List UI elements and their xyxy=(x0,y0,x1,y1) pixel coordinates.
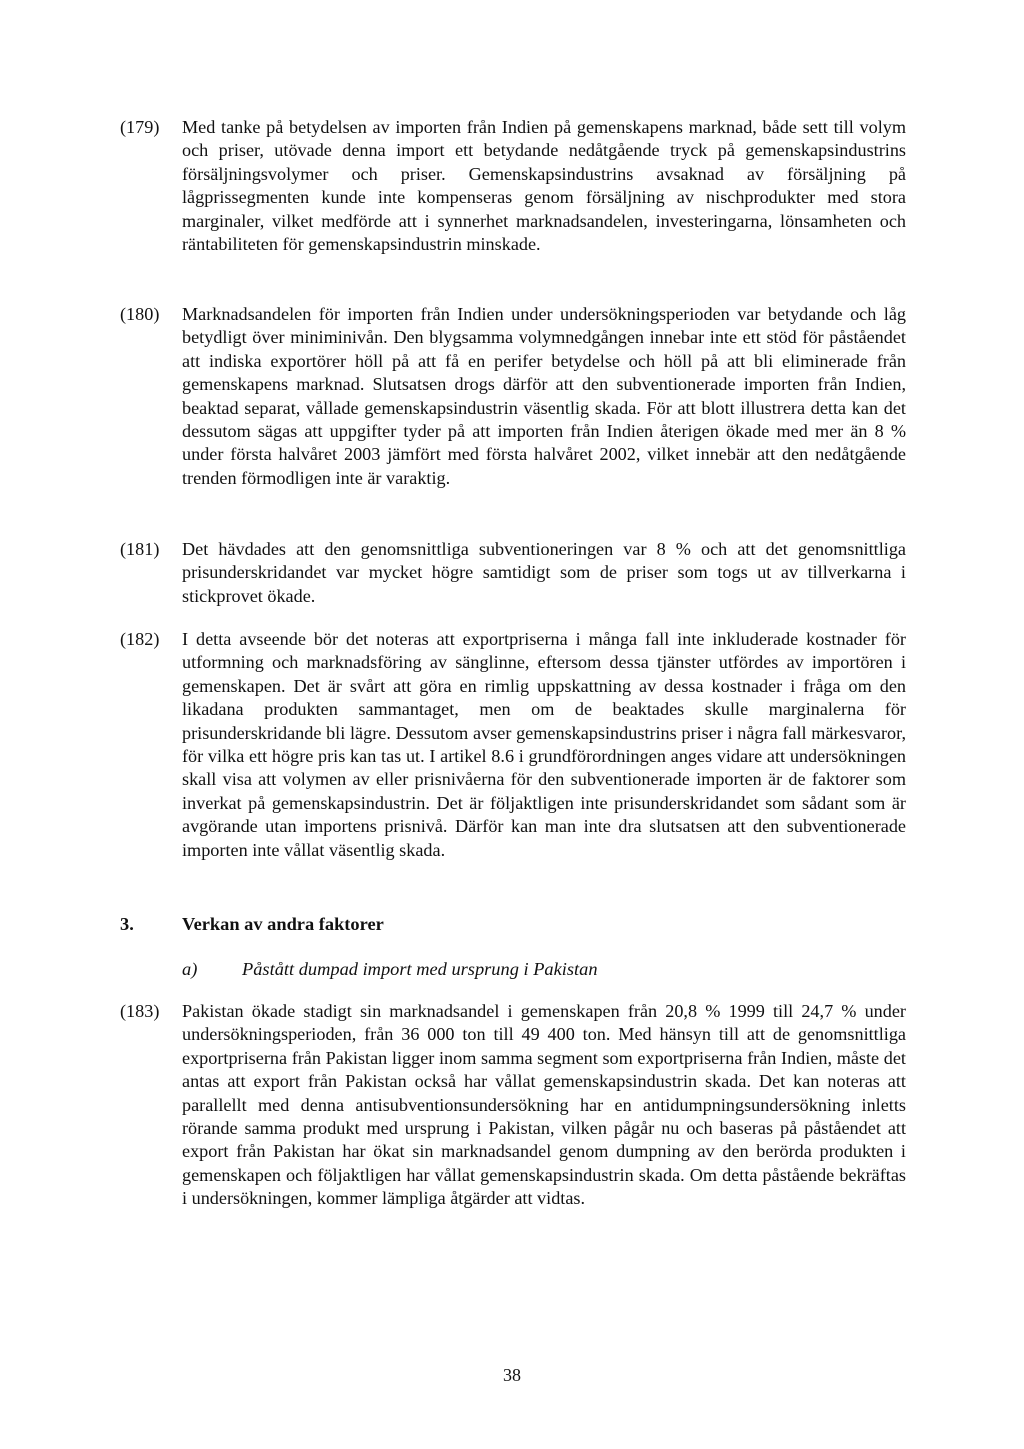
paragraph-number: (180) xyxy=(120,304,160,324)
paragraph-text: Pakistan ökade stadigt sin marknadsandel i gemenskapen från 20,8 % 1999 till 24,7 % under undersökningsperioden, från 36 000 ton till 49 400 ton. Med hänsyn till att de genomsnittliga exportpriserna från Pakistan ligger inom samma segment som exportpriserna från Indien, måste det antas att export från Pakistan också har vållat gemenskapsindustrin skada. Det kan noteras att parallellt med denna antisubventionsundersökning har en antidumpningsundersökning inletts rörande samma produkt med ursprung i Pakistan, vilken pågår nu och baseras på påståendet att export från Pakistan har ökat sin marknadsandel genom dumpning av den berörda produkten i gemenskapen och följaktligen har vållat gemenskapsindustrin skada. Om detta påstående bekräftas i undersökningen, kommer lämpliga åtgärder att vidtas. xyxy=(182,1001,906,1209)
paragraph-text: Det hävdades att den genomsnittliga subventioneringen var 8 % och att det genomsnittliga prisunderskridandet var mycket högre samtidigt som de priser som togs ut av tillverkarna i stickprovet ökade. xyxy=(182,539,906,606)
paragraph-number: (183) xyxy=(120,1001,160,1021)
paragraph-number: (179) xyxy=(120,117,160,137)
paragraph-181 xyxy=(120,538,906,608)
subsection-heading xyxy=(182,957,882,981)
paragraph-182 xyxy=(120,628,906,862)
paragraph-180 xyxy=(120,303,906,490)
page-number: 38 xyxy=(503,1365,521,1385)
section-number: 3. xyxy=(120,914,134,934)
section-title: Verkan av andra faktorer xyxy=(182,914,384,934)
paragraph-text: Med tanke på betydelsen av importen från Indien på gemenskapens marknad, både sett till volym och priser, utövade denna import ett betydande nedåtgående tryck på gemenskapsindustrins försäljningsvolymer och priser. Gemenskapsindustrins avsaknad av försäljning på lågprissegmenten kunde inte kompenseras genom försäljning av nischprodukter med stora marginaler, vilket medförde att i synnerhet marknadsandelen, investeringarna, lönsamheten och räntabiliteten för gemenskapsindustrin minskade. xyxy=(182,117,906,255)
paragraph-number: (182) xyxy=(120,629,160,649)
paragraph-183 xyxy=(120,1000,906,1211)
section-heading xyxy=(120,912,906,936)
paragraph-number: (181) xyxy=(120,539,160,559)
subsection-label: a) xyxy=(182,959,198,979)
paragraph-text: Marknadsandelen för importen från Indien under undersökningsperioden var betydande och låg betydligt över miniminivån. Den blygsamma volymnedgången innebar inte ett stöd för påståendet att indiska exportörer höll på att få en perifer betydelse och höll på att bli eliminerade från gemenskapens marknad. Slutsatsen drogs därför att den subventionerade importen från Indien, beaktad separat, vållade gemenskapsindustrin väsentlig skada. För att blott illustrera detta kan det dessutom sägas att uppgifter tyder på att importen från Indien återigen ökade med mer än 8 % under första halvåret 2003 jämfört med första halvåret 2002, vilket innebär att den nedåtgående trenden förmodligen inte är varaktig. xyxy=(182,304,906,488)
paragraph-179 xyxy=(120,116,906,256)
paragraph-text: I detta avseende bör det noteras att exportpriserna i många fall inte inkluderade kostnader för utformning och marknadsföring av sänglinne, eftersom dessa tjänster utfördes av importören i gemenskapen. Det är svårt att göra en rimlig uppskattning av dessa kostnader i fråga om den likadana produkten sammantaget, men om de beaktades skulle marginalerna för prisunderskridande bli lägre. Dessutom avser gemenskapsindustrins priser i några fall märkesvaror, för vilka ett högre pris kan tas ut. I artikel 8.6 i grundförordningen anges vidare att undersökningen skall visa att volymen av eller prisnivåerna för den subventionerade importen är de faktorer som inverkat på gemenskapsindustrin. Det är följaktligen inte prisunderskridandet som sådant som är avgörande utan importens prisnivå. Därför kan man inte dra slutsatsen att den subventionerade importen inte vållat väsentlig skada. xyxy=(182,629,906,860)
subsection-title: Påstått dumpad import med ursprung i Pakistan xyxy=(242,959,598,979)
